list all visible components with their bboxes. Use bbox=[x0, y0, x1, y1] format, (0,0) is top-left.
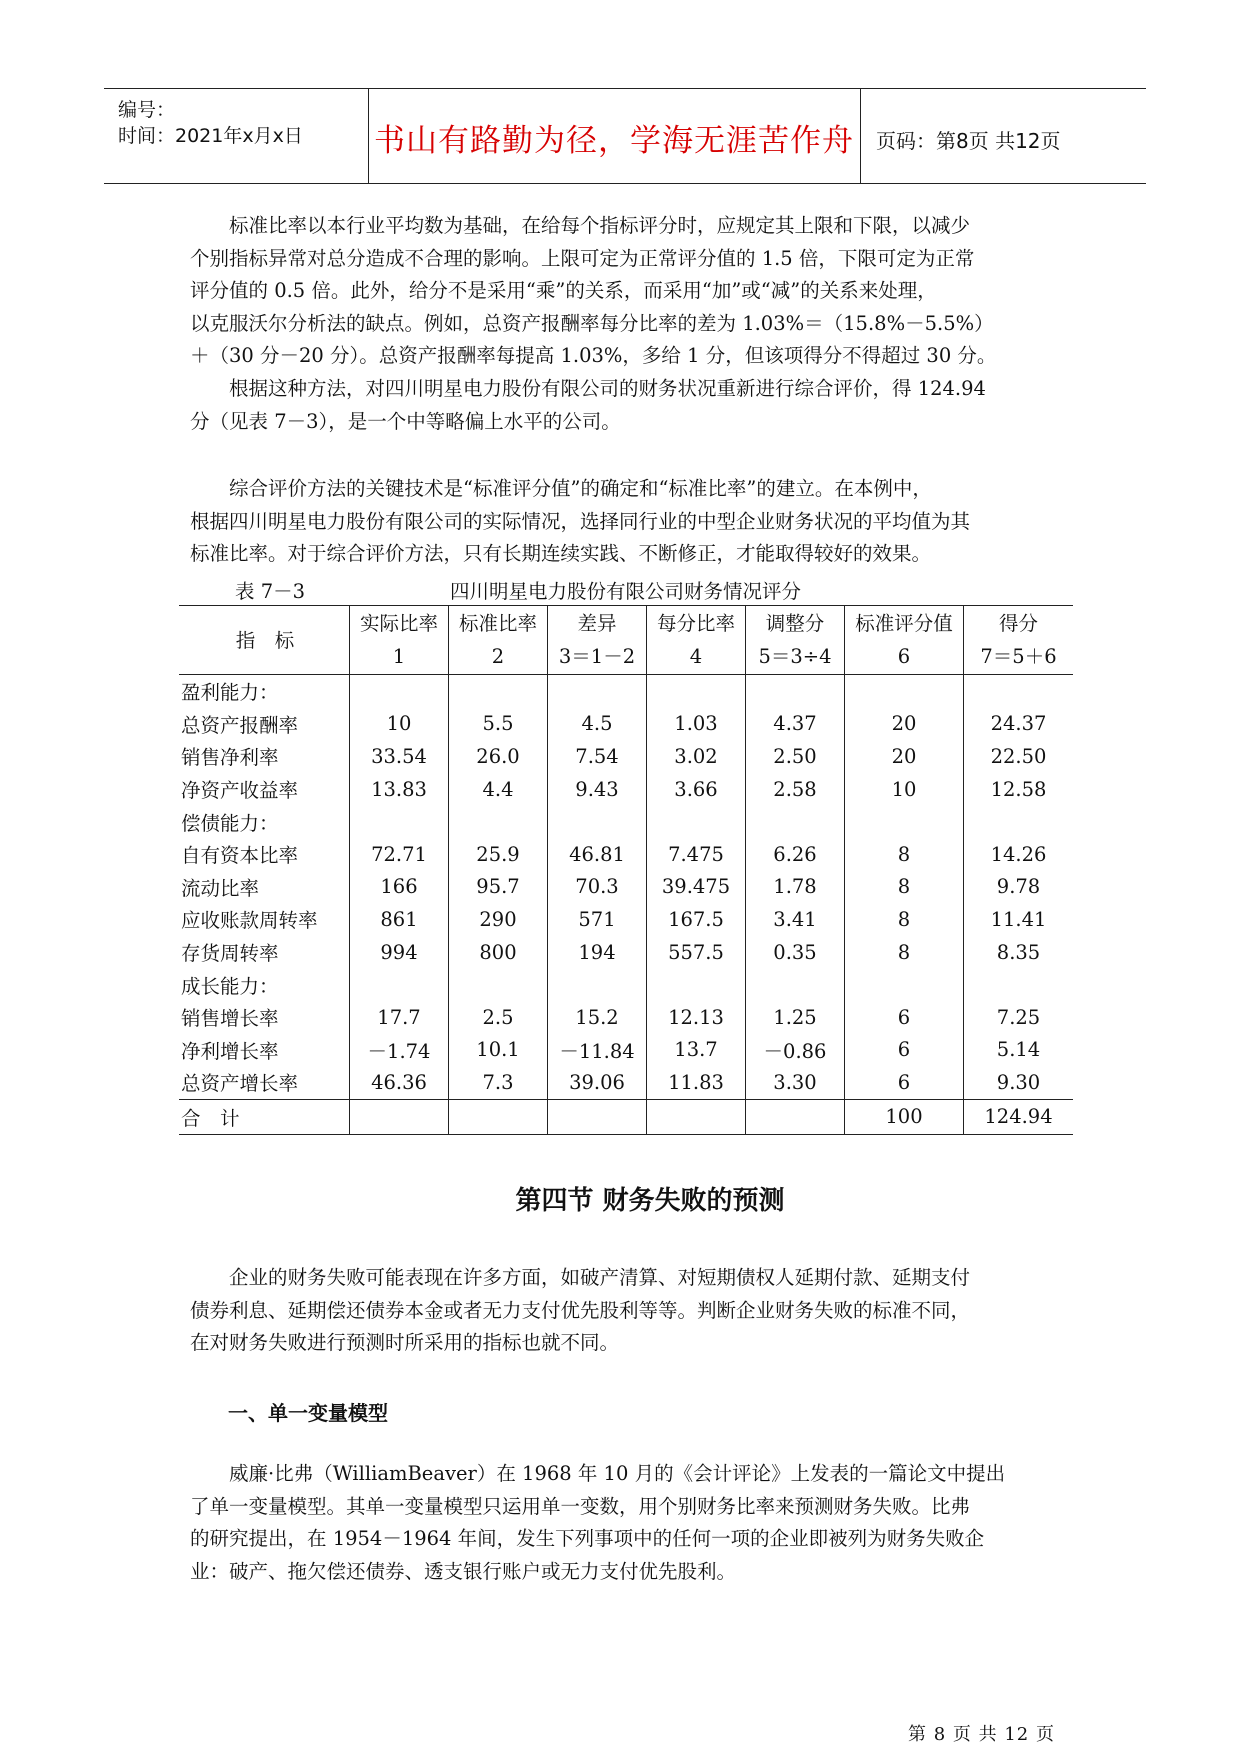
text-line: 业：破产、拖欠偿还债券、透支银行账户或无力支付优先股利。 bbox=[190, 1559, 737, 1583]
table-cell: 8 bbox=[845, 871, 964, 904]
header-formula: 4 bbox=[689, 645, 703, 668]
table-row bbox=[179, 1066, 1073, 1099]
table-cell: 销售增长率 bbox=[179, 1001, 350, 1034]
header-divider bbox=[860, 89, 861, 183]
table-cell: 偿债能力： bbox=[179, 805, 350, 838]
table-cell: 167.5 bbox=[647, 903, 746, 936]
table-cell: 2.5 bbox=[449, 1001, 548, 1034]
table-cell bbox=[350, 805, 449, 838]
table-cell: 10 bbox=[845, 773, 964, 806]
text-line: 分（见表 7－3），是一个中等略偏上水平的公司。 bbox=[190, 409, 621, 433]
table-cell bbox=[964, 968, 1074, 1001]
subsection-title: 一、单一变量模型 bbox=[228, 1401, 388, 1425]
table-cell bbox=[350, 1099, 449, 1134]
table-cell bbox=[845, 675, 964, 708]
text-line: 个别指标异常对总分造成不合理的影响。上限可定为正常评分值的 1.5 倍，下限可定为正常 bbox=[190, 246, 975, 270]
table-row bbox=[179, 838, 1073, 871]
table-row bbox=[179, 968, 1073, 1001]
text-line: 债券利息、延期偿还债券本金或者无力支付优先股利等等。判断企业财务失败的标准不同， bbox=[190, 1298, 971, 1322]
text-line: 以克服沃尔分析法的缺点。例如，总资产报酬率每分比率的差为 1.03%＝（15.8%－5.5%） bbox=[190, 311, 994, 335]
table-cell: 11.41 bbox=[964, 903, 1074, 936]
header-formula: 1 bbox=[392, 645, 406, 668]
header-label: 每分比率 bbox=[656, 612, 735, 635]
table-cell bbox=[845, 805, 964, 838]
table-cell: 861 bbox=[350, 903, 449, 936]
table-cell: 3.30 bbox=[746, 1066, 845, 1099]
text-line: 威廉·比弗（WilliamBeaver）在 1968 年 10 月的《会计评论》上发表的一篇论文中提出 bbox=[229, 1462, 1006, 1485]
header-motto: 书山有路勤为径，学海无涯苦作舟 bbox=[374, 123, 854, 159]
table-cell: 22.50 bbox=[964, 740, 1074, 773]
header-page-number: 页码：第8页 共12页 bbox=[876, 129, 1061, 153]
table-header-cell bbox=[179, 606, 350, 675]
table-cell: 12.13 bbox=[647, 1001, 746, 1034]
table-header-cell bbox=[845, 606, 964, 675]
table-cell: 70.3 bbox=[548, 871, 647, 904]
table-body bbox=[179, 675, 1073, 1100]
table-cell bbox=[647, 1099, 746, 1134]
table-cell: 3.02 bbox=[647, 740, 746, 773]
table-cell bbox=[647, 675, 746, 708]
doc-number-label: 编号： bbox=[118, 99, 176, 121]
table-row bbox=[179, 1001, 1073, 1034]
table-cell: 557.5 bbox=[647, 936, 746, 969]
table-cell: 290 bbox=[449, 903, 548, 936]
table-cell: 46.36 bbox=[350, 1066, 449, 1099]
table-row bbox=[179, 675, 1073, 708]
table-cell: 194 bbox=[548, 936, 647, 969]
paragraph-evaluation-method bbox=[190, 473, 1080, 571]
table-cell: 4.5 bbox=[548, 708, 647, 741]
table-cell: 3.41 bbox=[746, 903, 845, 936]
paragraph-standard-ratio bbox=[190, 210, 1080, 438]
table-row bbox=[179, 773, 1073, 806]
table-cell bbox=[746, 675, 845, 708]
table-cell: 13.7 bbox=[647, 1034, 746, 1067]
table-header-cell bbox=[964, 606, 1074, 675]
table-cell bbox=[449, 968, 548, 1001]
table-row bbox=[179, 805, 1073, 838]
text-line: 标准比率。对于综合评价方法，只有长期连续实践、不断修正，才能取得较好的效果。 bbox=[190, 542, 932, 566]
table-cell: 7.54 bbox=[548, 740, 647, 773]
text-line: 的研究提出，在 1954－1964 年间，发生下列事项中的任何一项的企业即被列为财务失败企 bbox=[190, 1527, 985, 1551]
table-cell: 14.26 bbox=[964, 838, 1074, 871]
table-cell: 8 bbox=[845, 936, 964, 969]
table-cell: 流动比率 bbox=[179, 871, 350, 904]
text-line: 企业的财务失败可能表现在许多方面，如破产清算、对短期债权人延期付款、延期支付 bbox=[229, 1266, 971, 1289]
table-cell: 8.35 bbox=[964, 936, 1074, 969]
text-line: 综合评价方法的关键技术是“标准评分值”的确定和“标准比率”的建立。在本例中， bbox=[229, 477, 932, 500]
table-cell: 3.66 bbox=[647, 773, 746, 806]
table-total-row bbox=[179, 1099, 1073, 1134]
table-cell: 800 bbox=[449, 936, 548, 969]
table-cell bbox=[548, 968, 647, 1001]
table-cell: 4.37 bbox=[746, 708, 845, 741]
table-cell: 9.30 bbox=[964, 1066, 1074, 1099]
doc-time-label: 时间：2021年x月x日 bbox=[118, 125, 303, 147]
table-cell bbox=[548, 805, 647, 838]
table-cell: 1.78 bbox=[746, 871, 845, 904]
table-cell: 20 bbox=[845, 708, 964, 741]
text-line: 评分值的 0.5 倍。此外，给分不是采用“乘”的关系，而采用“加”或“减”的关系来处理， bbox=[190, 279, 937, 303]
table-cell: 9.43 bbox=[548, 773, 647, 806]
table-cell: 销售净利率 bbox=[179, 740, 350, 773]
table-cell: 25.9 bbox=[449, 838, 548, 871]
table-cell bbox=[350, 675, 449, 708]
header-formula: 5＝3÷4 bbox=[758, 645, 832, 668]
table-cell: 盈利能力： bbox=[179, 675, 350, 708]
text-line: 根据四川明星电力股份有限公司的实际情况，选择同行业的中型企业财务状况的平均值为其 bbox=[190, 509, 971, 533]
table-cell bbox=[449, 675, 548, 708]
table-cell: 5.14 bbox=[964, 1034, 1074, 1067]
text-line: 根据这种方法，对四川明星电力股份有限公司的财务状况重新进行综合评价，得 124.94 bbox=[229, 376, 986, 400]
text-line: ＋（30 分－20 分）。总资产报酬率每提高 1.03%，多给 1 分，但该项得分不得超过 30 分。 bbox=[190, 344, 997, 368]
table-cell: 124.94 bbox=[964, 1099, 1074, 1134]
table-cell: 5.5 bbox=[449, 708, 548, 741]
table-cell: 7.3 bbox=[449, 1066, 548, 1099]
table-cell: 9.78 bbox=[964, 871, 1074, 904]
table-cell: 净利增长率 bbox=[179, 1034, 350, 1067]
table-cell: 净资产收益率 bbox=[179, 773, 350, 806]
table-cell bbox=[746, 968, 845, 1001]
table-cell: 应收账款周转率 bbox=[179, 903, 350, 936]
table-cell: 4.4 bbox=[449, 773, 548, 806]
page-footer: 第 8 页 共 12 页 bbox=[908, 1724, 1055, 1745]
paragraph-univariate-model bbox=[190, 1458, 1080, 1588]
header-label: 标准比率 bbox=[458, 612, 537, 635]
table-cell bbox=[746, 1099, 845, 1134]
table-cell: 39.475 bbox=[647, 871, 746, 904]
financial-score-table bbox=[179, 605, 1073, 1135]
text-line: 标准比率以本行业平均数为基础，在给每个指标评分时，应规定其上限和下限，以减少 bbox=[229, 214, 971, 237]
table-cell: 33.54 bbox=[350, 740, 449, 773]
table-cell: 2.58 bbox=[746, 773, 845, 806]
header-formula: 3＝1－2 bbox=[558, 645, 636, 668]
table-cell: 0.35 bbox=[746, 936, 845, 969]
table-cell bbox=[746, 805, 845, 838]
table-cell: 95.7 bbox=[449, 871, 548, 904]
table-cell: 10 bbox=[350, 708, 449, 741]
table-cell: 合 计 bbox=[179, 1099, 350, 1134]
table-cell: 6.26 bbox=[746, 838, 845, 871]
table-cell bbox=[647, 968, 746, 1001]
table-cell bbox=[350, 968, 449, 1001]
text-line: 在对财务失败进行预测时所采用的指标也就不同。 bbox=[190, 1331, 620, 1355]
table-cell: 11.83 bbox=[647, 1066, 746, 1099]
table-row bbox=[179, 708, 1073, 741]
table-cell bbox=[449, 805, 548, 838]
table-cell bbox=[845, 968, 964, 1001]
table-cell: 6 bbox=[845, 1066, 964, 1099]
text-line: 了单一变量模型。其单一变量模型只运用单一变数，用个别财务比率来预测财务失败。比弗 bbox=[190, 1494, 971, 1518]
table-cell: 总资产增长率 bbox=[179, 1066, 350, 1099]
table-header-cell bbox=[746, 606, 845, 675]
header-label: 差异 bbox=[577, 612, 617, 635]
table-cell: －0.86 bbox=[746, 1034, 845, 1067]
table-cell: 成长能力： bbox=[179, 968, 350, 1001]
table-cell: 166 bbox=[350, 871, 449, 904]
table-cell: 24.37 bbox=[964, 708, 1074, 741]
table-cell: 13.83 bbox=[350, 773, 449, 806]
table-row bbox=[179, 740, 1073, 773]
table-cell: 46.81 bbox=[548, 838, 647, 871]
table-cell bbox=[647, 805, 746, 838]
table-caption-title: 四川明星电力股份有限公司财务情况评分 bbox=[450, 580, 802, 603]
table-cell: 100 bbox=[845, 1099, 964, 1134]
header-formula: 6 bbox=[897, 645, 911, 668]
page-header bbox=[104, 88, 1146, 184]
table-header-cell bbox=[647, 606, 746, 675]
table-cell: 20 bbox=[845, 740, 964, 773]
table-cell: 8 bbox=[845, 903, 964, 936]
table-cell: 自有资本比率 bbox=[179, 838, 350, 871]
table-cell: 72.71 bbox=[350, 838, 449, 871]
table-header-cell bbox=[350, 606, 449, 675]
table-cell: 8 bbox=[845, 838, 964, 871]
table-cell: －11.84 bbox=[548, 1034, 647, 1067]
table-cell bbox=[964, 805, 1074, 838]
header-formula: 2 bbox=[491, 645, 505, 668]
section-title: 第四节 财务失败的预测 bbox=[515, 1186, 785, 1216]
table-cell: 总资产报酬率 bbox=[179, 708, 350, 741]
table-cell: －1.74 bbox=[350, 1034, 449, 1067]
table-row bbox=[179, 936, 1073, 969]
table-cell: 存货周转率 bbox=[179, 936, 350, 969]
table-cell: 1.03 bbox=[647, 708, 746, 741]
paragraph-financial-failure bbox=[190, 1262, 1080, 1360]
table-cell: 1.25 bbox=[746, 1001, 845, 1034]
table-cell: 26.0 bbox=[449, 740, 548, 773]
table-cell: 571 bbox=[548, 903, 647, 936]
table-cell bbox=[548, 1099, 647, 1134]
table-cell: 39.06 bbox=[548, 1066, 647, 1099]
table-cell: 7.475 bbox=[647, 838, 746, 871]
table-cell: 2.50 bbox=[746, 740, 845, 773]
table-header-cell bbox=[548, 606, 647, 675]
table-header-row bbox=[179, 606, 1073, 675]
table-cell: 994 bbox=[350, 936, 449, 969]
table-row bbox=[179, 903, 1073, 936]
table-cell bbox=[449, 1099, 548, 1134]
header-label: 实际比率 bbox=[359, 612, 438, 635]
header-label: 调整分 bbox=[765, 612, 825, 635]
table-cell: 7.25 bbox=[964, 1001, 1074, 1034]
header-label: 指 标 bbox=[235, 628, 295, 652]
table-cell: 10.1 bbox=[449, 1034, 548, 1067]
table-cell bbox=[548, 675, 647, 708]
table-cell bbox=[964, 675, 1074, 708]
table-cell: 6 bbox=[845, 1034, 964, 1067]
table-cell: 12.58 bbox=[964, 773, 1074, 806]
table-cell: 17.7 bbox=[350, 1001, 449, 1034]
table-cell: 15.2 bbox=[548, 1001, 647, 1034]
table-header-cell bbox=[449, 606, 548, 675]
table-row bbox=[179, 871, 1073, 904]
table-row bbox=[179, 1034, 1073, 1067]
header-formula: 7＝5＋6 bbox=[980, 645, 1057, 668]
table-cell: 6 bbox=[845, 1001, 964, 1034]
header-label: 得分 bbox=[998, 612, 1038, 635]
table-caption-number: 表 7－3 bbox=[235, 580, 306, 603]
header-label: 标准评分值 bbox=[855, 612, 953, 635]
